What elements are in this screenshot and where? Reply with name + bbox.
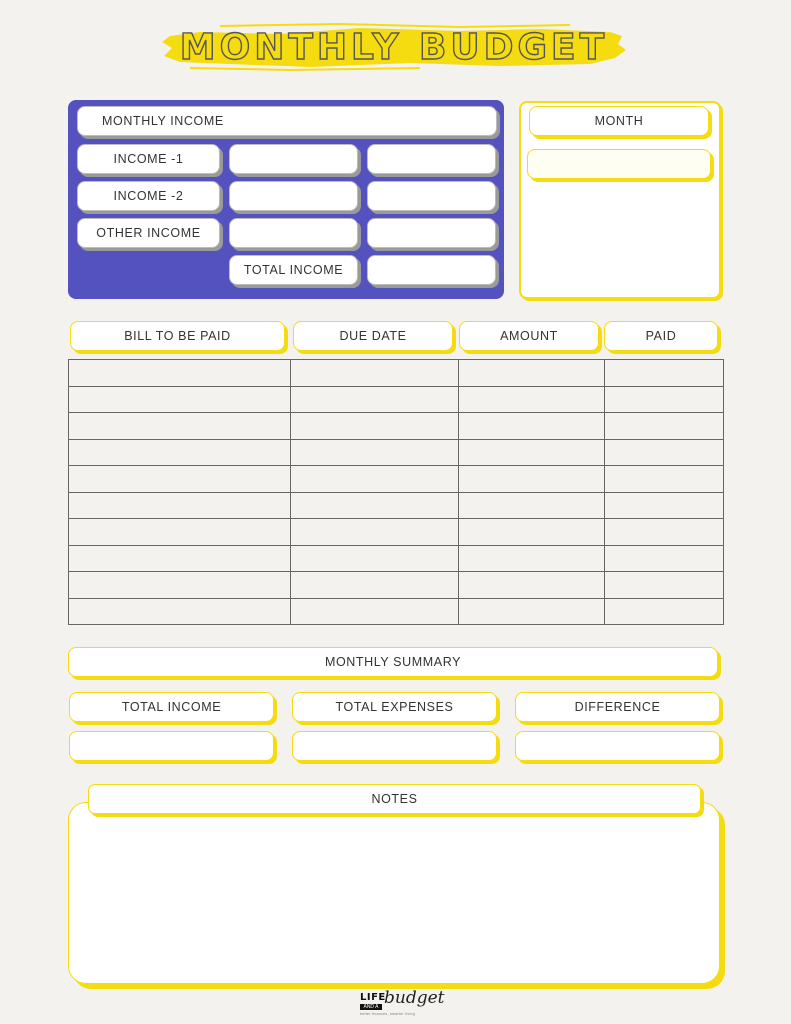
summary-total-expenses-label: TOTAL EXPENSES	[292, 692, 497, 722]
table-row	[69, 466, 724, 493]
amount-cell[interactable]	[459, 519, 605, 546]
amount-column-header: AMOUNT	[459, 321, 599, 351]
bill-cell[interactable]	[69, 439, 291, 466]
income-1-field-b[interactable]	[367, 144, 496, 174]
summary-total-expenses-field[interactable]	[292, 731, 497, 761]
bill-cell[interactable]	[69, 492, 291, 519]
table-row	[69, 439, 724, 466]
table-row	[69, 360, 724, 387]
due-date-cell[interactable]	[291, 572, 459, 599]
income-1-field-a[interactable]	[229, 144, 358, 174]
amount-cell[interactable]	[459, 545, 605, 572]
bill-cell[interactable]	[69, 386, 291, 413]
month-field[interactable]	[527, 149, 711, 179]
total-income-label: TOTAL INCOME	[229, 255, 358, 285]
table-row	[69, 572, 724, 599]
other-income-label: OTHER INCOME	[77, 218, 220, 248]
due-date-cell[interactable]	[291, 386, 459, 413]
paid-cell[interactable]	[605, 572, 724, 599]
amount-cell[interactable]	[459, 413, 605, 440]
table-row	[69, 413, 724, 440]
due-date-column-header: DUE DATE	[293, 321, 453, 351]
bill-cell[interactable]	[69, 413, 291, 440]
bill-cell[interactable]	[69, 545, 291, 572]
paid-cell[interactable]	[605, 492, 724, 519]
amount-cell[interactable]	[459, 439, 605, 466]
bill-column-header: BILL TO BE PAID	[70, 321, 285, 351]
paid-cell[interactable]	[605, 545, 724, 572]
paid-cell[interactable]	[605, 386, 724, 413]
logo-and-text: AND A	[360, 1004, 382, 1010]
monthly-summary-header: MONTHLY SUMMARY	[68, 647, 718, 677]
income-1-label: INCOME -1	[77, 144, 220, 174]
bill-cell[interactable]	[69, 598, 291, 625]
paid-column-header: PAID	[604, 321, 718, 351]
due-date-cell[interactable]	[291, 519, 459, 546]
summary-difference-field[interactable]	[515, 731, 720, 761]
bill-cell[interactable]	[69, 360, 291, 387]
due-date-cell[interactable]	[291, 466, 459, 493]
amount-cell[interactable]	[459, 598, 605, 625]
due-date-cell[interactable]	[291, 360, 459, 387]
notes-field[interactable]	[68, 802, 720, 984]
total-income-field[interactable]	[367, 255, 496, 285]
paid-cell[interactable]	[605, 413, 724, 440]
summary-total-income-label: TOTAL INCOME	[69, 692, 274, 722]
due-date-cell[interactable]	[291, 439, 459, 466]
paid-cell[interactable]	[605, 360, 724, 387]
other-income-field-b[interactable]	[367, 218, 496, 248]
amount-cell[interactable]	[459, 466, 605, 493]
summary-total-income-field[interactable]	[69, 731, 274, 761]
paid-cell[interactable]	[605, 519, 724, 546]
logo-life-text: LIFE	[360, 992, 386, 1003]
bill-cell[interactable]	[69, 466, 291, 493]
income-2-field-b[interactable]	[367, 181, 496, 211]
bill-cell[interactable]	[69, 519, 291, 546]
table-row	[69, 598, 724, 625]
other-income-field-a[interactable]	[229, 218, 358, 248]
paid-cell[interactable]	[605, 598, 724, 625]
table-row	[69, 492, 724, 519]
notes-label: NOTES	[88, 784, 701, 814]
month-label: MONTH	[529, 106, 709, 136]
amount-cell[interactable]	[459, 360, 605, 387]
logo-tagline: better finances, smarter living	[360, 1012, 416, 1016]
bills-table	[68, 359, 724, 625]
brand-logo	[358, 988, 445, 1020]
table-row	[69, 545, 724, 572]
due-date-cell[interactable]	[291, 598, 459, 625]
due-date-cell[interactable]	[291, 413, 459, 440]
income-2-field-a[interactable]	[229, 181, 358, 211]
amount-cell[interactable]	[459, 572, 605, 599]
logo-budget-text: budget	[384, 988, 445, 1008]
due-date-cell[interactable]	[291, 492, 459, 519]
summary-difference-label: DIFFERENCE	[515, 692, 720, 722]
table-row	[69, 519, 724, 546]
bill-cell[interactable]	[69, 572, 291, 599]
paid-cell[interactable]	[605, 466, 724, 493]
amount-cell[interactable]	[459, 492, 605, 519]
amount-cell[interactable]	[459, 386, 605, 413]
page-title: MONTHLY BUDGET	[179, 26, 609, 68]
paid-cell[interactable]	[605, 439, 724, 466]
due-date-cell[interactable]	[291, 545, 459, 572]
income-2-label: INCOME -2	[77, 181, 220, 211]
monthly-income-header: MONTHLY INCOME	[77, 106, 497, 136]
table-row	[69, 386, 724, 413]
